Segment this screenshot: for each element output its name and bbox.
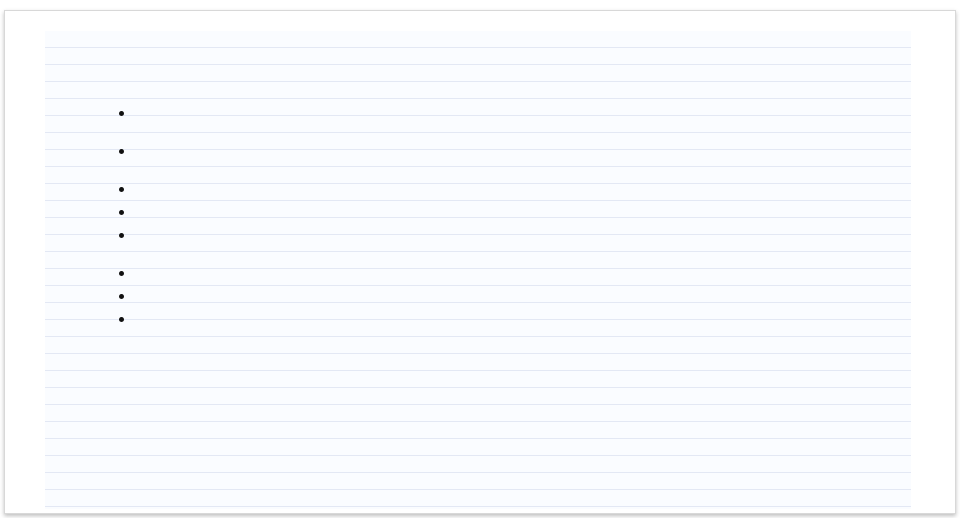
spiral-binding-left-icon: [42, 36, 76, 506]
list-item: [118, 262, 878, 283]
list-item: [118, 224, 878, 245]
spiral-binding-top-icon: [0, 0, 960, 20]
spiral-binding-right-icon: [876, 36, 910, 506]
list-item: [118, 308, 878, 329]
list-item: [118, 178, 878, 199]
list-item-empty: [118, 201, 878, 222]
list-item: [118, 102, 878, 123]
list-item-empty: [118, 285, 878, 306]
definitions-list: [118, 102, 878, 329]
list-item: [118, 140, 878, 161]
